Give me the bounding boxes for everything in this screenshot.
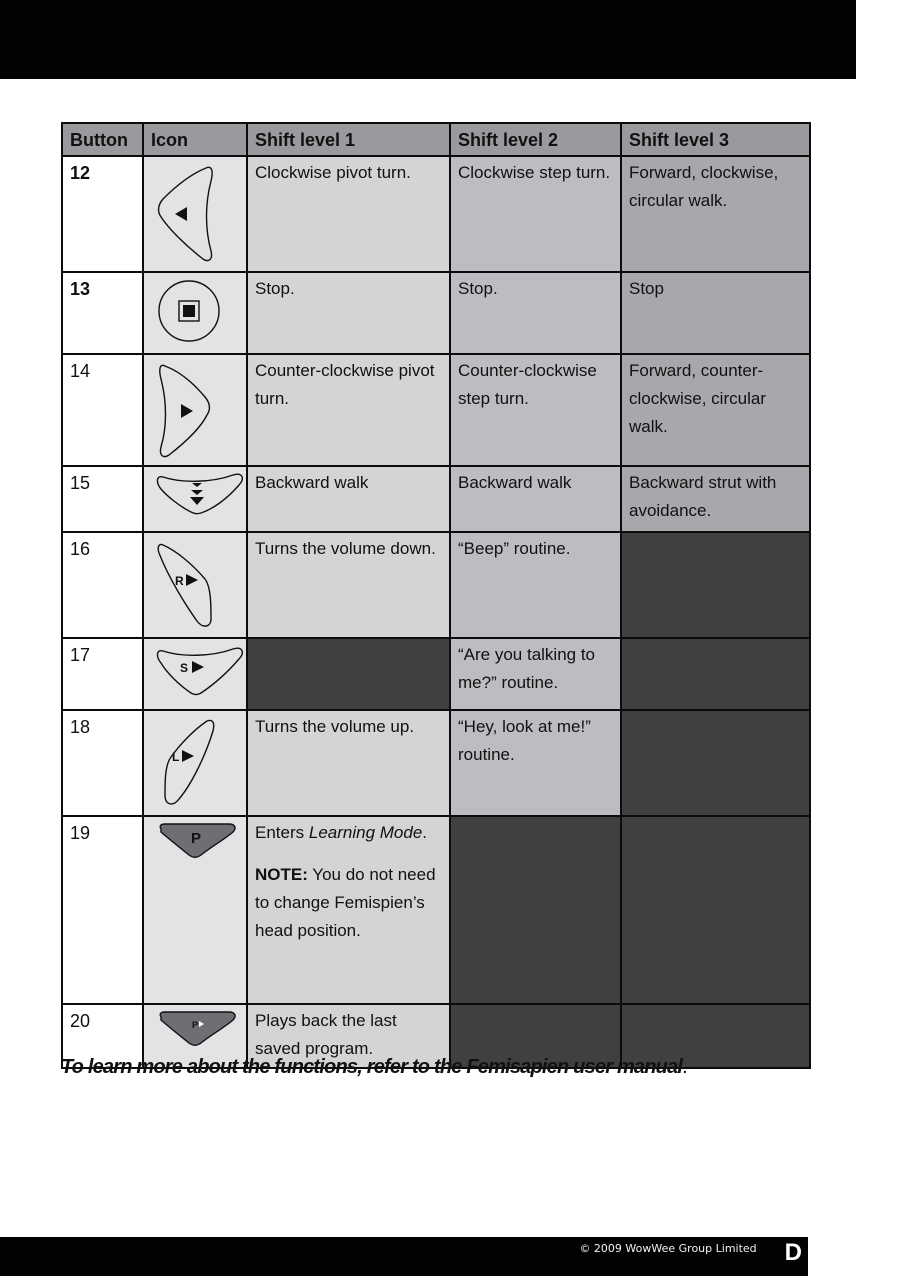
button-number: 18 — [62, 710, 143, 816]
button-functions-table — [61, 122, 811, 1069]
note-paragraph — [255, 861, 443, 945]
shift-level-1-cell: Turns the volume up. — [247, 710, 450, 816]
playback-button-icon — [151, 1007, 247, 1053]
footer-bar — [0, 1237, 808, 1276]
program-button-icon — [151, 819, 247, 865]
header-shift-level-2: Shift level 2 — [450, 123, 621, 156]
learning-mode-text — [255, 819, 443, 847]
text-prefix: Enters — [255, 823, 309, 842]
stop-button-icon — [151, 275, 247, 349]
left-pivot-button-icon — [151, 159, 247, 267]
table-row — [62, 816, 810, 1004]
section-letter: D — [784, 1239, 802, 1266]
shift-level-3-cell: Forward, clockwise, circular walk. — [621, 156, 810, 272]
text-suffix: . — [422, 823, 428, 842]
icon-cell — [143, 354, 247, 466]
shift-level-1-cell: Clockwise pivot turn. — [247, 156, 450, 272]
icon-cell — [143, 532, 247, 638]
button-number: 15 — [62, 466, 143, 532]
icon-cell — [143, 816, 247, 1004]
button-number: 14 — [62, 354, 143, 466]
shift-level-1-cell: Plays back the last saved program. — [247, 1004, 450, 1068]
l-arrow-button-icon — [151, 713, 247, 811]
backward-button-icon — [151, 469, 247, 527]
shift-level-2-cell: Backward walk — [450, 466, 621, 532]
shift-level-2-cell: “Are you talking to me?” routine. — [450, 638, 621, 710]
icon-cell — [143, 638, 247, 710]
icon-cell — [143, 156, 247, 272]
note-text: You do not need to change Femispien’s head position. — [255, 865, 436, 940]
shift-level-3-cell: Stop — [621, 272, 810, 354]
empty-cell — [621, 532, 810, 638]
empty-cell — [247, 638, 450, 710]
button-number: 12 — [62, 156, 143, 272]
empty-cell — [621, 638, 810, 710]
table-row — [62, 354, 810, 466]
button-number: 20 — [62, 1004, 143, 1068]
button-number: 17 — [62, 638, 143, 710]
learning-mode-term: Learning Mode — [308, 823, 423, 842]
footnote-period: . — [682, 1056, 687, 1078]
r-arrow-button-icon — [151, 535, 247, 633]
top-banner — [0, 0, 856, 79]
button-number: 13 — [62, 272, 143, 354]
copyright-text: © 2009 WowWee Group Limited — [579, 1242, 757, 1255]
shift-level-2-cell: Clockwise step turn. — [450, 156, 621, 272]
footnote — [61, 1054, 841, 1080]
icon-cell — [143, 710, 247, 816]
header-shift-level-1: Shift level 1 — [247, 123, 450, 156]
icon-letter: L — [172, 750, 180, 764]
icon-letter: S — [180, 661, 189, 675]
right-pivot-button-icon — [151, 357, 247, 461]
table-row — [62, 710, 810, 816]
button-number: 19 — [62, 816, 143, 1004]
empty-cell — [621, 816, 810, 1004]
shift-level-3-cell: Forward, counter-clockwise, circular walk. — [621, 354, 810, 466]
shift-level-2-cell: “Beep” routine. — [450, 532, 621, 638]
table-row — [62, 156, 810, 272]
header-icon: Icon — [143, 123, 247, 156]
shift-level-2-cell: “Hey, look at me!” routine. — [450, 710, 621, 816]
empty-cell — [450, 816, 621, 1004]
shift-level-2-cell: Counter-clockwise step turn. — [450, 354, 621, 466]
header-button: Button — [62, 123, 143, 156]
shift-level-3-cell: Backward strut with avoidance. — [621, 466, 810, 532]
table-row — [62, 532, 810, 638]
header-shift-level-3: Shift level 3 — [621, 123, 810, 156]
table-row — [62, 466, 810, 532]
icon-cell — [143, 466, 247, 532]
shift-level-1-cell: Backward walk — [247, 466, 450, 532]
empty-cell — [621, 710, 810, 816]
shift-level-1-cell: Stop. — [247, 272, 450, 354]
note-label: NOTE: — [255, 865, 308, 884]
footnote-text: To learn more about the functions, refer to the Femisapien user manual — [61, 1056, 683, 1078]
shift-level-1-cell: Turns the volume down. — [247, 532, 450, 638]
icon-letter: P — [192, 1020, 199, 1030]
icon-letter: R — [175, 574, 184, 588]
table-header-row — [62, 123, 810, 156]
icon-letter: P — [191, 830, 202, 847]
s-arrow-button-icon — [151, 641, 247, 705]
table-row — [62, 272, 810, 354]
icon-cell — [143, 272, 247, 354]
button-number: 16 — [62, 532, 143, 638]
table-row — [62, 638, 810, 710]
shift-level-2-cell: Stop. — [450, 272, 621, 354]
shift-level-1-cell: Counter-clockwise pivot turn. — [247, 354, 450, 466]
shift-level-1-cell — [247, 816, 450, 1004]
